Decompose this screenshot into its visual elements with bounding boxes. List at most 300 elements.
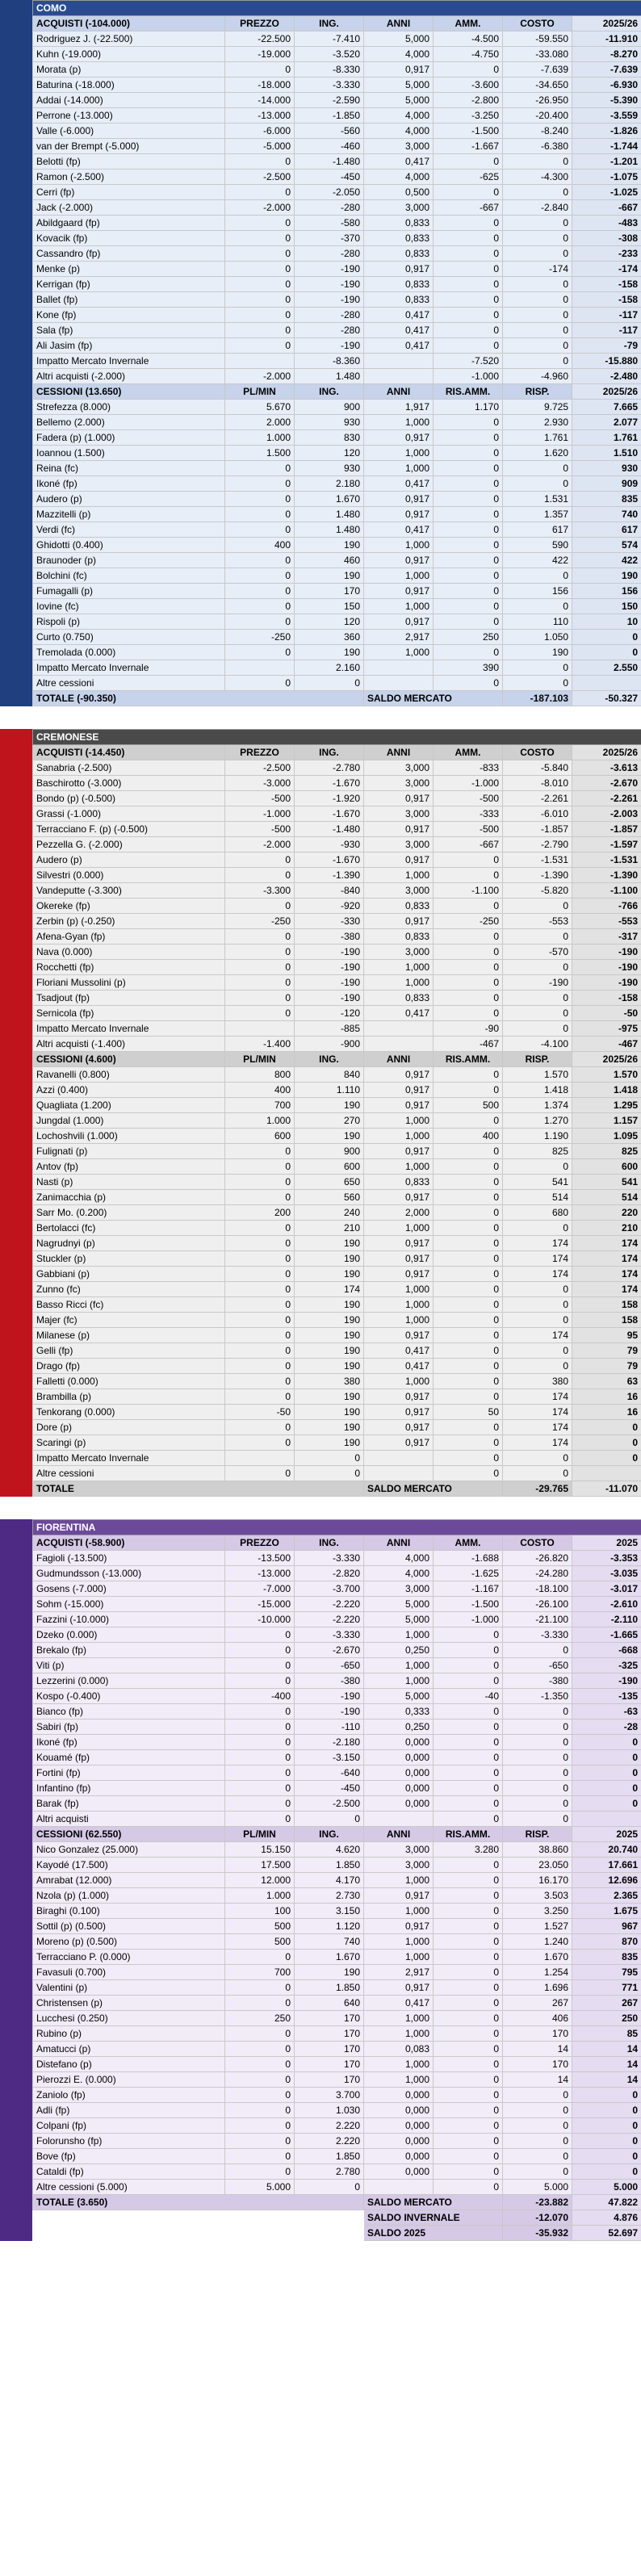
column-header: RIS.AMM. [434, 384, 503, 400]
table-cell: 0 [434, 461, 503, 476]
table-cell: 1.000 [225, 1888, 295, 1904]
table-cell: -1.350 [503, 1689, 572, 1704]
player-name: Sottil (p) (0.500) [33, 1919, 225, 1934]
table-cell: 1.480 [295, 507, 364, 522]
player-name: Altri acquisti (-2.000) [33, 369, 225, 384]
player-name: Reina (fc) [33, 461, 225, 476]
table-cell: -1.480 [295, 154, 364, 170]
table-cell: -500 [225, 791, 295, 806]
table-row [33, 991, 641, 1006]
table-cell: 541 [503, 1175, 572, 1190]
table-cell: -2.840 [503, 200, 572, 216]
table-cell: 1,000 [364, 1658, 434, 1673]
table-cell: -8.010 [503, 776, 572, 791]
team-block-fio [0, 1519, 641, 2241]
player-name: Kospo (-0.400) [33, 1689, 225, 1704]
table-cell: 0 [225, 584, 295, 599]
table-cell: 4,000 [364, 170, 434, 185]
table-cell: 0 [503, 2164, 572, 2180]
player-name: van der Brempt (-5.000) [33, 139, 225, 154]
table-cell: 3,000 [364, 1858, 434, 1873]
table-cell: 16.170 [503, 1873, 572, 1888]
table-cell: 0 [434, 599, 503, 614]
team-market-table [32, 1519, 641, 2241]
table-row [33, 170, 641, 185]
table-cell: 150 [295, 599, 364, 614]
table-cell: -975 [572, 1021, 641, 1037]
table-cell: 190 [295, 1328, 364, 1343]
table-cell: -3.000 [225, 776, 295, 791]
table-row [33, 1159, 641, 1175]
table-cell: -4.300 [503, 170, 572, 185]
player-name: Verdi (fc) [33, 522, 225, 538]
table-cell: 0 [434, 262, 503, 277]
table-cell: -190 [295, 1704, 364, 1719]
table-row [33, 852, 641, 868]
table-cell: 210 [295, 1221, 364, 1236]
player-name: Kayodé (17.500) [33, 1858, 225, 1873]
table-cell: 150 [572, 599, 641, 614]
table-cell: 930 [295, 461, 364, 476]
player-name: Bondo (p) (-0.500) [33, 791, 225, 806]
player-name: Altre cessioni (5.000) [33, 2180, 225, 2195]
table-cell: -280 [295, 200, 364, 216]
table-cell: 406 [503, 2011, 572, 2026]
player-name: Quagliata (1.200) [33, 1098, 225, 1113]
table-cell: 190 [295, 645, 364, 660]
table-cell: 0 [503, 1643, 572, 1658]
table-cell: 1,000 [364, 645, 434, 660]
table-cell: 0 [225, 1282, 295, 1297]
table-cell: 0,917 [364, 1328, 434, 1343]
table-cell: 85 [572, 2026, 641, 2042]
table-cell: 23.050 [503, 1858, 572, 1873]
table-row [33, 262, 641, 277]
table-cell: 0 [503, 1282, 572, 1297]
table-cell: -1.000 [434, 776, 503, 791]
table-cell: -250 [434, 914, 503, 929]
table-cell: 0,917 [364, 1435, 434, 1451]
table-row [33, 1627, 641, 1643]
table-cell: 2.730 [295, 1888, 364, 1904]
player-name: Impatto Mercato Invernale [33, 1021, 225, 1037]
table-cell: -190 [295, 991, 364, 1006]
table-cell: 3.503 [503, 1888, 572, 1904]
table-cell: 3.250 [503, 1904, 572, 1919]
table-cell: 0,083 [364, 2042, 434, 2057]
table-cell: -370 [295, 231, 364, 246]
table-cell: 1,000 [364, 538, 434, 553]
table-cell: 5.000 [225, 2180, 295, 2195]
table-cell: 0 [225, 1159, 295, 1175]
table-cell: 0 [225, 323, 295, 338]
table-row [33, 1719, 641, 1735]
total-row [33, 1481, 641, 1497]
table-row [33, 1175, 641, 1190]
table-cell: 0 [434, 960, 503, 975]
table-cell: 650 [295, 1175, 364, 1190]
table-cell: -1.744 [572, 139, 641, 154]
table-cell: 0 [225, 1950, 295, 1965]
table-cell: 680 [503, 1205, 572, 1221]
table-cell: 0,917 [364, 1098, 434, 1113]
table-cell: -7.639 [572, 62, 641, 77]
table-cell: -1.400 [225, 1037, 295, 1052]
table-cell: -59.550 [503, 31, 572, 47]
table-cell: 190 [295, 1251, 364, 1267]
table-row [33, 292, 641, 308]
table-cell: 190 [295, 1359, 364, 1374]
table-cell: 0 [572, 630, 641, 645]
table-cell: 0,917 [364, 1888, 434, 1904]
player-name: Sabiri (fp) [33, 1719, 225, 1735]
table-cell: 1.295 [572, 1098, 641, 1113]
table-cell: -19.000 [225, 47, 295, 62]
table-row [33, 124, 641, 139]
cessioni-header-row [33, 1052, 641, 1067]
table-row [33, 231, 641, 246]
table-cell: 267 [572, 1996, 641, 2011]
table-cell: -2.610 [572, 1597, 641, 1612]
table-cell: 0 [503, 308, 572, 323]
table-row [33, 93, 641, 108]
column-header: ANNI [364, 1827, 434, 1842]
table-cell: 190 [295, 1435, 364, 1451]
table-cell: 190 [572, 568, 641, 584]
table-cell: 190 [295, 1267, 364, 1282]
table-cell: 640 [295, 1996, 364, 2011]
table-row [33, 1313, 641, 1328]
table-cell: -13.500 [225, 1551, 295, 1566]
player-name: Iovine (fc) [33, 599, 225, 614]
table-cell: 0 [434, 446, 503, 461]
table-cell: 5.670 [225, 400, 295, 415]
table-row [33, 614, 641, 630]
table-cell: 840 [295, 1067, 364, 1083]
player-name: Pezzella G. (-2.000) [33, 837, 225, 852]
table-cell: 20.740 [572, 1842, 641, 1858]
table-cell: 0 [225, 614, 295, 630]
table-row [33, 1006, 641, 1021]
table-cell: 1.030 [295, 2103, 364, 2118]
player-name: Ballet (fp) [33, 292, 225, 308]
table-cell: 1.761 [503, 430, 572, 446]
table-cell: 174 [572, 1251, 641, 1267]
table-cell: 0 [503, 323, 572, 338]
table-row [33, 476, 641, 492]
table-cell: -2.480 [572, 369, 641, 384]
player-name: Nico Gonzalez (25.000) [33, 1842, 225, 1858]
table-cell: -117 [572, 323, 641, 338]
table-cell: -190 [572, 975, 641, 991]
table-cell: 0,917 [364, 1267, 434, 1282]
table-cell: -2.000 [225, 837, 295, 852]
table-cell: -3.700 [295, 1581, 364, 1597]
table-cell: -20.400 [503, 108, 572, 124]
table-cell: -280 [295, 308, 364, 323]
player-name: Bolchini (fc) [33, 568, 225, 584]
table-row [33, 1328, 641, 1343]
saldo-label: SALDO MERCATO [364, 2195, 503, 2210]
table-cell: -1.850 [295, 108, 364, 124]
table-cell: 0 [434, 1996, 503, 2011]
table-cell: 0 [225, 599, 295, 614]
table-cell: 0,417 [364, 154, 434, 170]
table-cell: 0 [434, 1297, 503, 1313]
player-name: Vandeputte (-3.300) [33, 883, 225, 898]
table-cell: 870 [572, 1934, 641, 1950]
table-cell: 0,000 [364, 1766, 434, 1781]
table-cell: 0 [434, 2118, 503, 2134]
table-cell: 0,917 [364, 1190, 434, 1205]
table-cell: 0 [434, 1934, 503, 1950]
player-name: Colpani (fp) [33, 2118, 225, 2134]
team-title-row [33, 1, 641, 16]
table-row [33, 1842, 641, 1858]
team-color-stripe [0, 1519, 32, 2241]
table-cell: -900 [295, 1037, 364, 1052]
table-cell: 0 [434, 1466, 503, 1481]
table-row [33, 2042, 641, 2057]
table-cell: 1,917 [364, 400, 434, 415]
table-cell: 2.180 [295, 476, 364, 492]
table-cell: 3.150 [295, 1904, 364, 1919]
table-cell: 740 [295, 1934, 364, 1950]
table-cell [364, 1021, 434, 1037]
table-cell: 0 [503, 1735, 572, 1750]
table-cell: 830 [295, 430, 364, 446]
table-cell: -26.100 [503, 1597, 572, 1612]
player-name: Terracciano P. (0.000) [33, 1950, 225, 1965]
table-cell: 0,917 [364, 1236, 434, 1251]
table-cell: -24.280 [503, 1566, 572, 1581]
table-row [33, 2026, 641, 2042]
table-row [33, 1389, 641, 1405]
table-cell: -190 [295, 338, 364, 354]
table-cell: -1.390 [503, 868, 572, 883]
player-name: Okereke (fp) [33, 898, 225, 914]
table-cell: -500 [225, 822, 295, 837]
table-cell: -3.330 [295, 77, 364, 93]
table-cell: 0 [572, 1766, 641, 1781]
table-cell: 900 [295, 400, 364, 415]
table-cell: 170 [503, 2057, 572, 2072]
player-name: Morata (p) [33, 62, 225, 77]
cessioni-header-row [33, 1827, 641, 1842]
table-cell [572, 676, 641, 691]
table-cell: -1.500 [434, 124, 503, 139]
table-cell: 0 [434, 1067, 503, 1083]
column-header: AMM. [434, 745, 503, 760]
team-name: CREMONESE [33, 730, 641, 745]
table-row [33, 1343, 641, 1359]
table-cell: 0 [225, 1996, 295, 2011]
table-cell: -28 [572, 1719, 641, 1735]
table-cell: -174 [572, 262, 641, 277]
table-cell: -1.100 [434, 883, 503, 898]
table-cell: 0 [434, 1873, 503, 1888]
saldo-value: -50.327 [572, 691, 641, 706]
table-cell: 0 [434, 553, 503, 568]
player-name: Bove (fp) [33, 2149, 225, 2164]
table-cell: -190 [295, 975, 364, 991]
player-name: Ikoné (fp) [33, 476, 225, 492]
table-cell: -110 [295, 1719, 364, 1735]
table-cell: -667 [572, 200, 641, 216]
table-cell: 0 [225, 507, 295, 522]
player-name: Ikoné (fp) [33, 1735, 225, 1750]
table-row [33, 630, 641, 645]
table-cell: 174 [572, 1282, 641, 1297]
table-cell: 0 [503, 1719, 572, 1735]
table-cell: 170 [295, 584, 364, 599]
table-cell: 500 [225, 1934, 295, 1950]
table-cell: -1.000 [434, 369, 503, 384]
table-cell: 0 [225, 1297, 295, 1313]
table-row [33, 2134, 641, 2149]
table-cell: -2.000 [225, 200, 295, 216]
table-cell: 0 [503, 1297, 572, 1313]
table-cell: 1.418 [572, 1083, 641, 1098]
table-row [33, 1689, 641, 1704]
table-cell: -120 [295, 1006, 364, 1021]
saldo-row [33, 2210, 641, 2226]
table-row [33, 1858, 641, 1873]
player-name: Dzeko (0.000) [33, 1627, 225, 1643]
table-cell: 2.550 [572, 660, 641, 676]
player-name: Grassi (-1.000) [33, 806, 225, 822]
table-cell: 0 [434, 2180, 503, 2195]
player-name: Antov (fp) [33, 1159, 225, 1175]
table-cell: -158 [572, 277, 641, 292]
table-cell: 0 [225, 1328, 295, 1343]
table-cell: 0 [434, 975, 503, 991]
table-cell: 110 [503, 614, 572, 630]
column-header: ING. [295, 384, 364, 400]
table-cell: 0,000 [364, 1735, 434, 1750]
table-cell: 0,000 [364, 2103, 434, 2118]
table-cell: 4,000 [364, 47, 434, 62]
table-cell: 5,000 [364, 1612, 434, 1627]
table-cell: -2.500 [295, 1796, 364, 1812]
player-name: Valentini (p) [33, 1980, 225, 1996]
table-cell: -1.075 [572, 170, 641, 185]
player-name: Nasti (p) [33, 1175, 225, 1190]
table-cell: 0 [225, 1704, 295, 1719]
table-cell: 1,000 [364, 446, 434, 461]
table-row [33, 1098, 641, 1113]
table-cell: 0 [503, 898, 572, 914]
table-cell: 240 [295, 1205, 364, 1221]
table-cell: 1.761 [572, 430, 641, 446]
table-cell: 0 [434, 2164, 503, 2180]
table-cell: 400 [225, 1083, 295, 1098]
table-cell: 1.510 [572, 446, 641, 461]
table-row [33, 323, 641, 338]
table-cell: 5,000 [364, 1689, 434, 1704]
saldo-value: 4.876 [572, 2210, 641, 2226]
table-cell: 250 [434, 630, 503, 645]
table-row [33, 645, 641, 660]
table-cell: 5.000 [572, 2180, 641, 2195]
table-row [33, 139, 641, 154]
table-row [33, 338, 641, 354]
table-cell [364, 369, 434, 384]
player-name: Nagrudnyi (p) [33, 1236, 225, 1251]
player-name: Sohm (-15.000) [33, 1597, 225, 1612]
table-cell: 0,917 [364, 1083, 434, 1098]
table-row [33, 1221, 641, 1236]
table-row [33, 1796, 641, 1812]
table-cell: 14 [572, 2072, 641, 2088]
table-row [33, 47, 641, 62]
table-row [33, 2072, 641, 2088]
table-row [33, 883, 641, 898]
table-cell [364, 1466, 434, 1481]
table-row [33, 975, 641, 991]
table-cell: 0 [434, 568, 503, 584]
table-cell: 0 [434, 1812, 503, 1827]
table-cell: 0 [434, 277, 503, 292]
table-cell: -2.261 [572, 791, 641, 806]
table-row [33, 2180, 641, 2195]
table-row [33, 77, 641, 93]
table-cell: 0 [225, 246, 295, 262]
table-cell: 0 [225, 1750, 295, 1766]
table-cell: -18.100 [503, 1581, 572, 1597]
table-cell: 0 [434, 929, 503, 945]
table-row [33, 791, 641, 806]
table-cell: -21.100 [503, 1612, 572, 1627]
table-cell: 0 [225, 476, 295, 492]
table-cell: 380 [295, 1374, 364, 1389]
table-cell: 0 [434, 1888, 503, 1904]
table-row [33, 806, 641, 822]
table-cell: 3,000 [364, 806, 434, 822]
column-header: ACQUISTI (-104.000) [33, 16, 225, 31]
table-cell: 0,833 [364, 898, 434, 914]
table-cell: 0,917 [364, 1980, 434, 1996]
table-cell: -8.240 [503, 124, 572, 139]
table-cell: 0 [572, 1420, 641, 1435]
table-cell: -7.520 [434, 354, 503, 369]
table-cell: 0 [225, 1735, 295, 1750]
player-name: Scaringi (p) [33, 1435, 225, 1451]
table-cell: 0 [434, 216, 503, 231]
table-cell: -190 [572, 960, 641, 975]
table-cell: 95 [572, 1328, 641, 1343]
table-cell: 5,000 [364, 77, 434, 93]
column-header: COSTO [503, 16, 572, 31]
player-name: Belotti (fp) [33, 154, 225, 170]
table-cell: 4,000 [364, 1551, 434, 1566]
table-cell: 1,000 [364, 960, 434, 975]
table-cell: -2.780 [295, 760, 364, 776]
table-cell: 0 [434, 2057, 503, 2072]
table-cell: 1.157 [572, 1113, 641, 1129]
table-cell: 1.480 [295, 522, 364, 538]
player-name: Milanese (p) [33, 1328, 225, 1343]
table-cell: 0 [434, 231, 503, 246]
table-cell: -13.000 [225, 1566, 295, 1581]
column-header: ANNI [364, 1535, 434, 1551]
saldo-cost: -23.882 [503, 2195, 572, 2210]
player-name: Moreno (p) (0.500) [33, 1934, 225, 1950]
table-cell: -1.480 [295, 822, 364, 837]
table-cell: 1,000 [364, 1374, 434, 1389]
table-cell: 0 [503, 1796, 572, 1812]
column-header: ING. [295, 1535, 364, 1551]
